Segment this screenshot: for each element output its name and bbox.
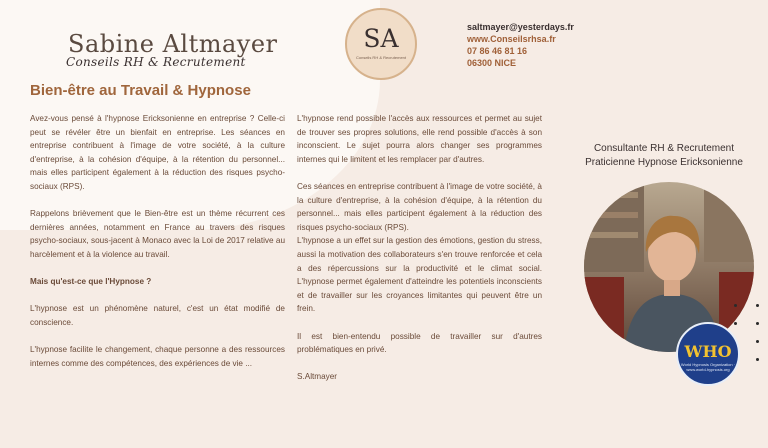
role-line-2: Praticienne Hypnose Ericksonienne: [585, 157, 743, 168]
logo-subtitle: Conseils RH & Recrutement: [355, 55, 407, 60]
section-question: Mais qu'est-ce que l'Hypnose ?: [30, 277, 152, 287]
article-column-left: [30, 112, 285, 384]
profile-role: [568, 142, 760, 170]
paragraph-reminder: Rappelons brièvement que le Bien-être est un thème récurrent ces dernières années, notamment en France au travers des risques psycho-sociaux, sous-jacent à Monaco avec la Loi de 2017 relative au harcèlement et à la violence au travail.: [30, 209, 285, 259]
who-badge-logo: [676, 322, 740, 386]
article-column-right: [297, 112, 542, 397]
badge-mark: WHO: [684, 342, 732, 361]
paragraph-definition: L'hypnose est un phénomène naturel, c'est un état modifié de conscience.: [30, 304, 285, 327]
paragraph-sessions: Ces séances en entreprise contribuent à l'image de votre société, à la culture d'entreprise, à la cohésion d'équipe, à la rétention du personnel... mais elles participent également à la réduction des risques psycho-sociaux (RPS).: [297, 181, 542, 232]
paragraph-intro: Avez-vous pensé à l'hypnose Ericksonienne en entreprise ? Celle-ci peut se révéler être un bienfait en entreprise. Les séances en entreprise contribuent à l'image de votre société, à la culture d'entreprise, à la cohésion d'équipe, à la rétention du personnel... mais elles participent également à la réduction des risques psycho-sociaux (RPS).: [30, 114, 285, 191]
brand-name: Sabine Altmayer: [68, 30, 278, 58]
contact-city: 06300 NICE: [467, 58, 517, 68]
contact-website[interactable]: www.Conseilsrhsa.fr: [467, 34, 556, 44]
article-title: Bien-être au Travail & Hypnose: [30, 82, 251, 99]
logo-monogram: SA: [363, 24, 399, 53]
paragraph-effects: L'hypnose a un effet sur la gestion des émotions, gestion du stress, aussi la motivation des collaborateurs s'en trouve renforcée et cela a des répercussions sur la productivité et le climat social. L'hypnose permet également d'atteindre les potentiels inconscients et de travailler sur les croyances limitantes qui peuvent être un frein.: [297, 236, 542, 314]
signature: S.Altmayer: [297, 372, 338, 382]
badge-ring-text: World Hypnosis Organization · www.world-hypnosis.org: [680, 362, 736, 372]
paragraph-access: L'hypnose rend possible l'accès aux ressources et permet au sujet de trouver ses propres solutions, elle rend possible d'accès à son inconscient. Le sujet pourra alors changer ses programmes internes qui le limitent et les remplacer par d'autres.: [297, 114, 542, 164]
paragraph-private: Il est bien-entendu possible de travailler sur d'autres problématiques en privé.: [297, 331, 542, 355]
contact-email[interactable]: saltmayer@yesterdays.fr: [467, 22, 574, 32]
sa-logo: [345, 8, 417, 80]
role-line-1: Consultante RH & Recrutement: [593, 143, 735, 154]
paragraph-change: L'hypnose facilite le changement, chaque personne a des ressources internes comme des compétences, des expériences de vie ...: [30, 345, 285, 368]
contact-phone[interactable]: 07 86 46 81 16: [467, 46, 528, 56]
brand-tagline: Conseils RH & Recrutement: [66, 55, 246, 69]
contact-block: [467, 21, 574, 69]
